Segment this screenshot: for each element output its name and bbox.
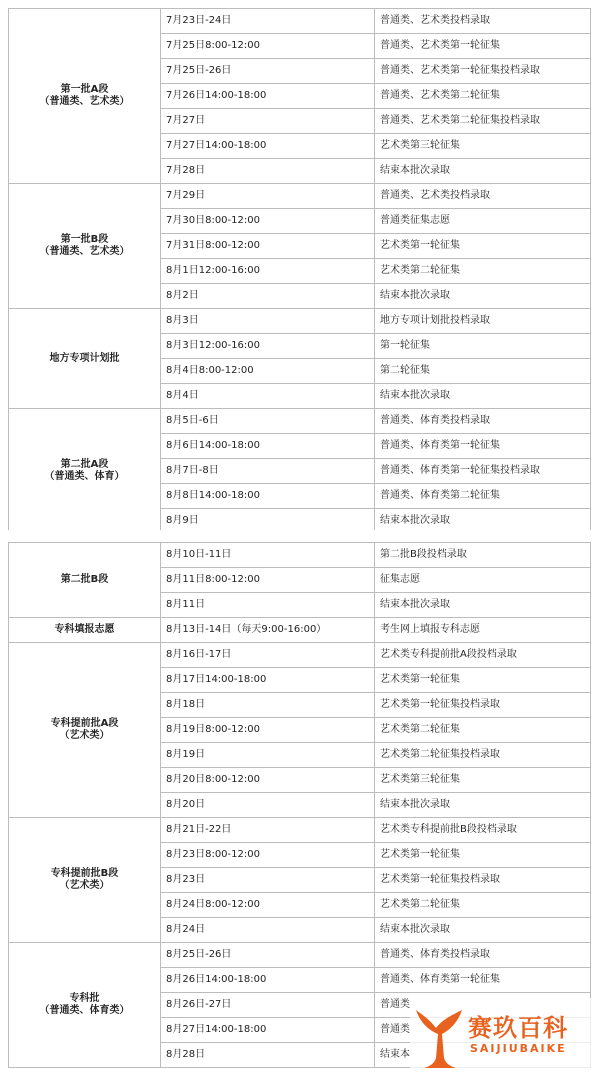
event-cell: 艺术类专科提前批B段投档录取 — [375, 818, 591, 843]
batch-name-cell — [9, 618, 161, 643]
date-cell: 7月31日8:00-12:00 — [161, 234, 375, 259]
batch-name-cell — [9, 9, 161, 184]
date-cell: 7月29日 — [161, 184, 375, 209]
date-cell: 8月6日14:00-18:00 — [161, 434, 375, 459]
event-cell: 结束本批次录取 — [375, 593, 591, 618]
date-cell: 8月20日 — [161, 793, 375, 818]
table-row — [9, 309, 591, 334]
batch-name-cell — [9, 409, 161, 534]
batch-name-line: 第一批B段 — [60, 234, 109, 245]
event-cell: 普通类、艺术类第一轮征集投档录取 — [375, 59, 591, 84]
table-body-1 — [9, 9, 591, 534]
date-cell: 8月28日 — [161, 1043, 375, 1068]
event-cell: 普通类、艺术类第二轮征集投档录取 — [375, 109, 591, 134]
date-cell: 8月25日-26日 — [161, 943, 375, 968]
date-cell: 8月2日 — [161, 284, 375, 309]
date-cell: 8月8日14:00-18:00 — [161, 484, 375, 509]
event-cell: 普通类 — [375, 993, 591, 1018]
date-cell: 8月4日 — [161, 384, 375, 409]
date-cell: 7月27日14:00-18:00 — [161, 134, 375, 159]
batch-name-cell — [9, 309, 161, 409]
date-cell: 8月4日8:00-12:00 — [161, 359, 375, 384]
event-cell: 结束本批次录取 — [375, 918, 591, 943]
event-cell: 第一轮征集 — [375, 334, 591, 359]
batch-name-line: （普通类、体育） — [44, 471, 125, 482]
date-cell: 8月23日8:00-12:00 — [161, 843, 375, 868]
table-row — [9, 943, 591, 968]
date-cell: 8月24日8:00-12:00 — [161, 893, 375, 918]
date-cell: 7月26日14:00-18:00 — [161, 84, 375, 109]
watermark-logo — [410, 998, 597, 1072]
date-cell: 8月20日8:00-12:00 — [161, 768, 375, 793]
whale-tail-icon — [410, 998, 470, 1072]
event-cell: 普通类、体育类第二轮征集 — [375, 484, 591, 509]
date-cell: 8月19日8:00-12:00 — [161, 718, 375, 743]
event-cell: 普通类、体育类第一轮征集 — [375, 434, 591, 459]
event-cell: 艺术类第一轮征集投档录取 — [375, 693, 591, 718]
event-cell: 结束本 — [375, 1043, 591, 1068]
date-cell: 8月13日-14日（每天9:00-16:00） — [161, 618, 375, 643]
event-cell: 地方专项计划批投档录取 — [375, 309, 591, 334]
table-row — [9, 543, 591, 568]
batch-name-cell — [9, 943, 161, 1068]
batch-name-line: 专科填报志愿 — [54, 624, 115, 635]
event-cell: 结束本批次录取 — [375, 793, 591, 818]
batch-name-line: 第二批B段 — [60, 574, 109, 585]
table-gap — [0, 530, 597, 542]
date-cell: 8月1日12:00-16:00 — [161, 259, 375, 284]
batch-name-line: （艺术类） — [59, 880, 110, 891]
event-cell: 普通类征集志愿 — [375, 209, 591, 234]
date-cell: 8月11日8:00-12:00 — [161, 568, 375, 593]
event-cell: 考生网上填报专科志愿 — [375, 618, 591, 643]
date-cell: 8月17日14:00-18:00 — [161, 668, 375, 693]
table-row — [9, 643, 591, 668]
date-cell: 8月16日-17日 — [161, 643, 375, 668]
event-cell: 艺术类第一轮征集 — [375, 234, 591, 259]
batch-name-line: （艺术类） — [59, 730, 110, 741]
date-cell: 8月18日 — [161, 693, 375, 718]
date-cell: 8月21日-22日 — [161, 818, 375, 843]
date-cell: 7月28日 — [161, 159, 375, 184]
event-cell: 普通类 — [375, 1018, 591, 1043]
event-cell: 普通类、体育类投档录取 — [375, 409, 591, 434]
event-cell: 艺术类第三轮征集 — [375, 768, 591, 793]
event-cell: 艺术类第二轮征集 — [375, 718, 591, 743]
date-cell: 7月27日 — [161, 109, 375, 134]
event-cell: 结束本批次录取 — [375, 284, 591, 309]
date-cell: 8月5日-6日 — [161, 409, 375, 434]
event-cell: 普通类、体育类第一轮征集 — [375, 968, 591, 993]
date-cell: 8月26日14:00-18:00 — [161, 968, 375, 993]
date-cell: 8月11日 — [161, 593, 375, 618]
event-cell: 结束本批次录取 — [375, 509, 591, 534]
batch-name-cell — [9, 543, 161, 618]
date-cell: 7月25日8:00-12:00 — [161, 34, 375, 59]
event-cell: 艺术类第三轮征集 — [375, 134, 591, 159]
event-cell: 艺术类第一轮征集投档录取 — [375, 868, 591, 893]
event-cell: 艺术类第二轮征集 — [375, 259, 591, 284]
event-cell: 结束本批次录取 — [375, 159, 591, 184]
date-cell: 8月9日 — [161, 509, 375, 534]
event-cell: 征集志愿 — [375, 568, 591, 593]
event-cell: 普通类、体育类第一轮征集投档录取 — [375, 459, 591, 484]
schedule-table-part-1 — [8, 8, 591, 534]
batch-name-line: 第一批A段 — [60, 84, 109, 95]
date-cell: 8月23日 — [161, 868, 375, 893]
batch-name-line: 专科提前批B段 — [50, 868, 119, 879]
date-cell: 7月25日-26日 — [161, 59, 375, 84]
event-cell: 第二批B段投档录取 — [375, 543, 591, 568]
batch-name-line: （普通类、体育类） — [39, 1005, 130, 1016]
event-cell: 第二轮征集 — [375, 359, 591, 384]
table-row — [9, 818, 591, 843]
event-cell: 普通类、艺术类第一轮征集 — [375, 34, 591, 59]
event-cell: 普通类、艺术类投档录取 — [375, 9, 591, 34]
date-cell: 8月7日-8日 — [161, 459, 375, 484]
batch-name-line: （普通类、艺术类） — [39, 246, 130, 257]
table-row — [9, 409, 591, 434]
batch-name-line: 地方专项计划批 — [49, 352, 120, 364]
date-cell: 8月26日-27日 — [161, 993, 375, 1018]
watermark-name-en: SAIJIUBAIKE — [470, 1042, 567, 1055]
event-cell: 普通类、艺术类投档录取 — [375, 184, 591, 209]
batch-name-cell — [9, 818, 161, 943]
table-row — [9, 9, 591, 34]
event-cell: 艺术类专科提前批A段投档录取 — [375, 643, 591, 668]
date-cell: 8月24日 — [161, 918, 375, 943]
schedule-table-part-2 — [8, 542, 591, 1068]
event-cell: 艺术类第一轮征集 — [375, 668, 591, 693]
date-cell: 8月27日14:00-18:00 — [161, 1018, 375, 1043]
date-cell: 8月19日 — [161, 743, 375, 768]
event-cell: 结束本批次录取 — [375, 384, 591, 409]
watermark-name-cn: 赛玖百科 — [468, 1014, 568, 1042]
event-cell: 艺术类第二轮征集投档录取 — [375, 743, 591, 768]
batch-name-line: 专科提前批A段 — [50, 718, 119, 729]
date-cell: 7月30日8:00-12:00 — [161, 209, 375, 234]
batch-name-cell — [9, 184, 161, 309]
table-row — [9, 184, 591, 209]
table-row — [9, 618, 591, 643]
event-cell: 普通类、体育类投档录取 — [375, 943, 591, 968]
batch-name-cell — [9, 643, 161, 818]
event-cell: 艺术类第二轮征集 — [375, 893, 591, 918]
date-cell: 8月10日-11日 — [161, 543, 375, 568]
table-body-2 — [9, 543, 591, 1068]
batch-name-line: 专科批 — [69, 993, 100, 1004]
batch-name-line: （普通类、艺术类） — [39, 96, 130, 107]
date-cell: 7月23日-24日 — [161, 9, 375, 34]
batch-name-line: 第二批A段 — [60, 459, 109, 470]
date-cell: 8月3日 — [161, 309, 375, 334]
event-cell: 普通类、艺术类第二轮征集 — [375, 84, 591, 109]
event-cell: 艺术类第一轮征集 — [375, 843, 591, 868]
date-cell: 8月3日12:00-16:00 — [161, 334, 375, 359]
